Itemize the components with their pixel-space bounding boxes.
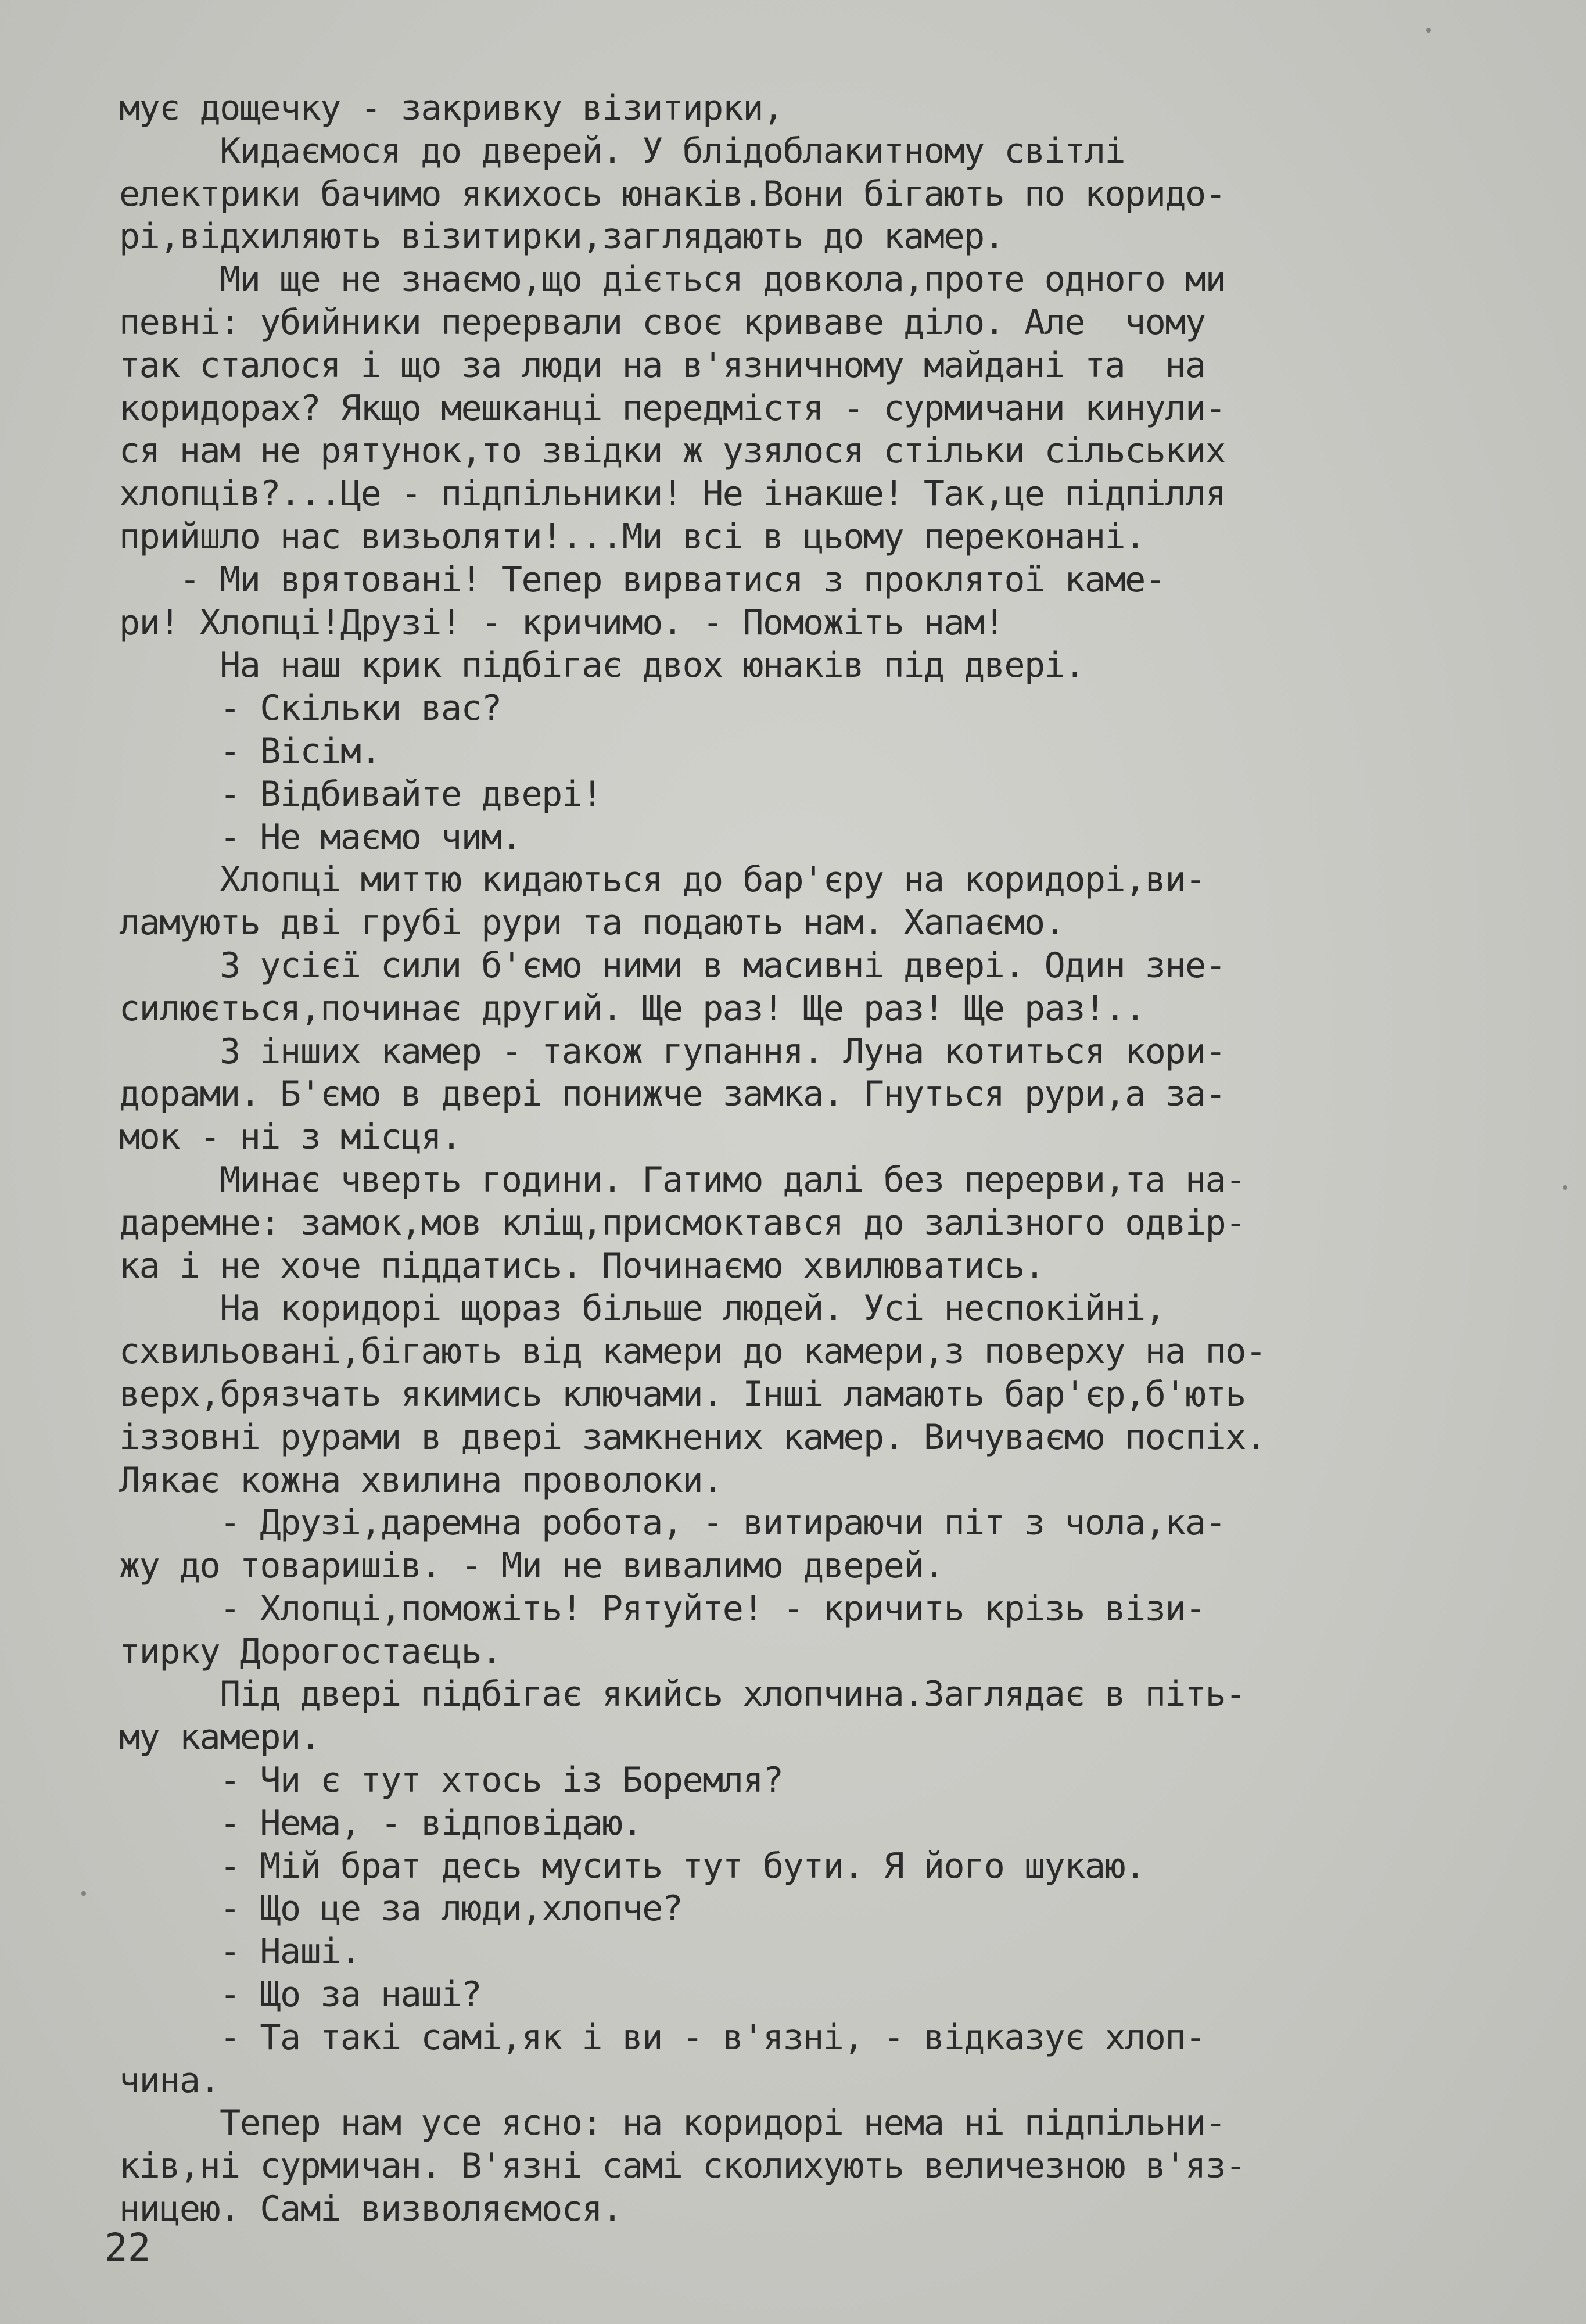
- paper-speck: [1563, 1185, 1567, 1190]
- text-line: ламують дві грубі рури та подають нам. Хапаємо.: [119, 902, 1065, 944]
- text-line: - Чи є тут хтось із Боремля?: [119, 1760, 783, 1801]
- text-line: - Та такі самі,як і ви - в'язні, - відказує хлоп-: [119, 2017, 1205, 2058]
- text-line: Ми ще не знаємо,що діється довкола,проте одного ми: [119, 259, 1226, 300]
- text-line: - Що це за люди,хлопче?: [119, 1888, 683, 1930]
- text-line: прийшло нас визьоляти!...Ми всі в цьому переконані.: [119, 516, 1145, 557]
- text-line: му камери.: [119, 1717, 321, 1758]
- text-line: - Хлопці,поможіть! Рятуйте! - кричить крізь візи-: [119, 1588, 1205, 1629]
- text-line: ри! Хлопці!Друзі! - кричимо. - Поможіть нам!: [119, 602, 1004, 643]
- text-line: електрики бачимо якихось юнаків.Вони бігають по коридо-: [119, 173, 1226, 214]
- text-line: ка і не хоче піддатись. Починаємо хвилюватись.: [119, 1245, 1045, 1286]
- text-line: іззовні рурами в двері замкнених камер. Вичуваємо поспіх.: [119, 1416, 1266, 1458]
- text-line: хлопців?...Це - підпільники! Не інакше! Так,це підпілля: [119, 474, 1226, 515]
- text-line: - Не маємо чим.: [119, 816, 522, 858]
- text-line: - Нема, - відповідаю.: [119, 1802, 643, 1844]
- text-line: Хлопці миттю кидаються до бар'єру на коридорі,ви-: [119, 859, 1205, 901]
- text-line: коридорах? Якщо мешканці передмістя - сурмичани кинули-: [119, 388, 1226, 429]
- text-line: чина.: [119, 2060, 220, 2101]
- text-line: жу до товаришів. - Ми не вивалимо дверей.: [119, 1545, 944, 1587]
- body-text: [119, 87, 1513, 2231]
- text-line: тирку Дорогостаєць.: [119, 1631, 501, 1672]
- text-line: - Наші.: [119, 1931, 361, 1972]
- text-line: Тепер нам усе ясно: на коридорі нема ні підпільни-: [119, 2103, 1226, 2144]
- paper-speck: [81, 1891, 86, 1896]
- text-line: Під двері підбігає якийсь хлопчина.Заглядає в піть-: [119, 1674, 1246, 1715]
- text-line: Минає чверть години. Гатимо далі без перерви,та на-: [119, 1159, 1246, 1200]
- text-line: мок - ні з місця.: [119, 1117, 461, 1158]
- page-number: 22: [105, 2225, 151, 2270]
- text-line: мує дощечку - закривку візитирки,: [119, 88, 783, 128]
- text-line: схвильовані,бігають від камери до камери,з поверху на по-: [119, 1331, 1266, 1372]
- text-line: певні: убийники перервали своє криваве діло. Але чому: [119, 302, 1205, 343]
- text-line: - Ми врятовані! Тепер вирватися з проклятої каме-: [119, 559, 1165, 600]
- text-line: силюється,починає другий. Ще раз! Ще раз! Ще раз!..: [119, 988, 1145, 1029]
- text-line: - Вісім.: [119, 730, 381, 772]
- text-line: даремне: замок,мов кліщ,присмоктався до залізного одвір-: [119, 1202, 1246, 1243]
- text-line: На коридорі щораз більше людей. Усі неспокійні,: [119, 1288, 1165, 1329]
- text-line: ків,ні сурмичан. В'язні самі сколихують величезною в'яз-: [119, 2146, 1246, 2187]
- text-line: дорами. Б'ємо в двері понижче замка. Гнуться рури,а за-: [119, 1074, 1226, 1115]
- text-line: рі,відхиляють візитирки,заглядають до камер.: [119, 216, 1004, 257]
- text-line: З інших камер - також гупання. Луна котиться кори-: [119, 1031, 1226, 1072]
- text-line: - Відбивайте двері!: [119, 773, 602, 815]
- text-line: На наш крик підбігає двох юнаків під двері.: [119, 645, 1085, 686]
- text-line: Кидаємося до дверей. У блідоблакитному світлі: [119, 130, 1125, 171]
- paper-speck: [1426, 28, 1431, 33]
- text-line: ся нам не рятунок,то звідки ж узялося стільки сільських: [119, 431, 1226, 472]
- text-line: - Друзі,даремна робота, - витираючи піт з чола,ка-: [119, 1502, 1226, 1544]
- text-line: - Скільки вас?: [119, 688, 501, 729]
- text-line: З усієї сили б'ємо ними в масивні двері. Один зне-: [119, 945, 1226, 986]
- text-line: - Що за наші?: [119, 1974, 482, 2015]
- text-line: так сталося і що за люди на в'язничному майдані та на: [119, 345, 1205, 386]
- text-line: ницею. Самі визволяємося.: [119, 2189, 622, 2230]
- text-line: - Мій брат десь мусить тут бути. Я його шукаю.: [119, 1845, 1145, 1887]
- text-line: Лякає кожна хвилина проволоки.: [119, 1459, 723, 1501]
- text-line: верх,брязчать якимись ключами. Інші ламають бар'єр,б'ють: [119, 1373, 1246, 1415]
